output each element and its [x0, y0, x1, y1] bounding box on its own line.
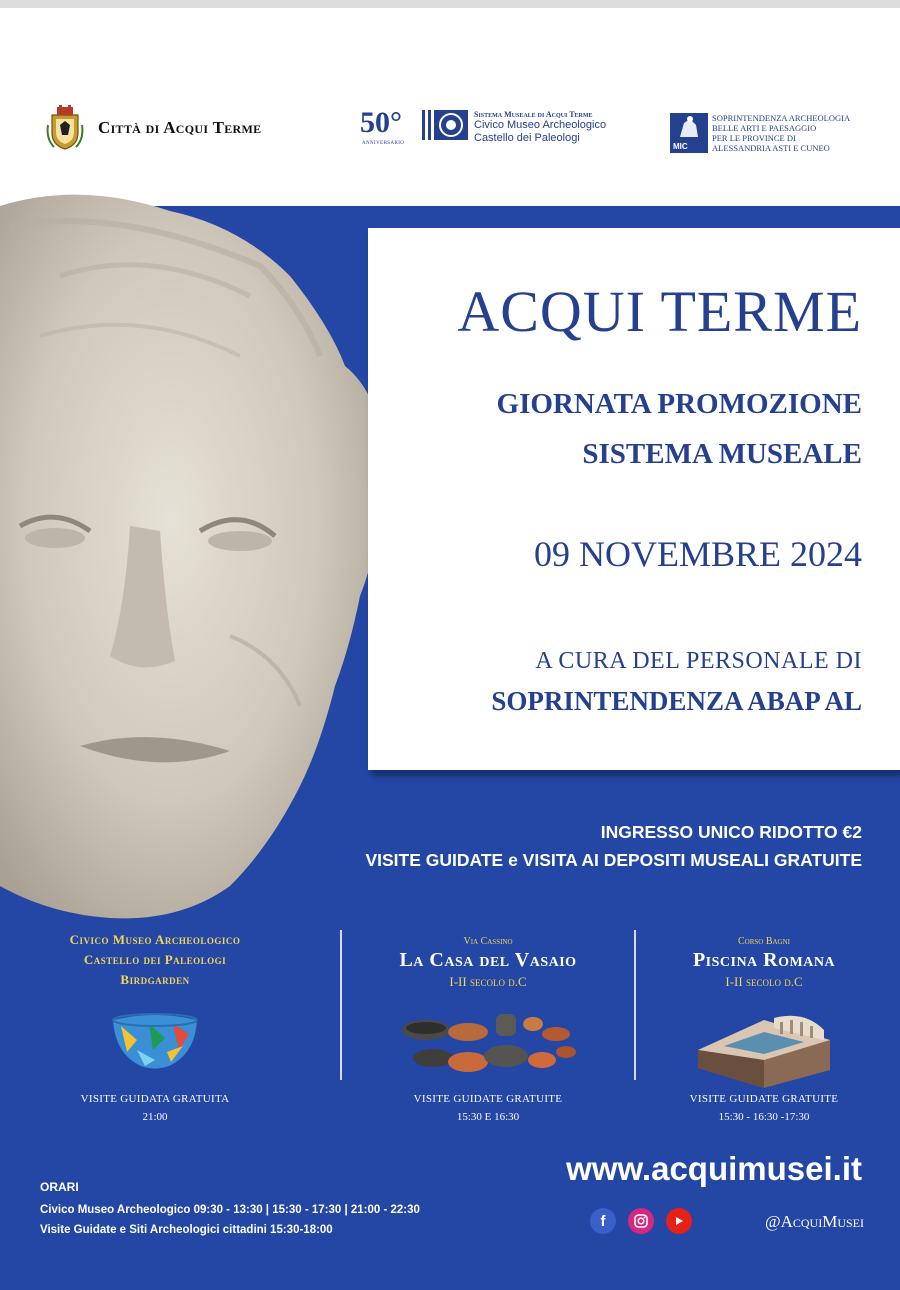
opening-hours-heading: ORARI: [40, 1180, 79, 1194]
soprintendenza-logo: [670, 113, 850, 153]
top-bar: [0, 0, 900, 8]
anniversary-badge: [360, 108, 416, 152]
youtube-play-icon: [672, 1214, 686, 1228]
event-subtitle-1: GIORNATA PROMOZIONE: [496, 388, 862, 420]
opening-hours-museum: Civico Museo Archeologico 09:30 - 13:30 | 15:30 - 17:30 | 21:00 - 22:30: [40, 1204, 420, 1216]
pottery-collection-image: [398, 1010, 578, 1080]
venue-visit-time: 15:30 - 16:30 -17:30: [718, 1111, 810, 1123]
venue-name-line: Castello dei Paleologi: [83, 952, 227, 967]
venue-century: I-II secolo d.C: [449, 974, 527, 989]
opening-hours: [40, 1180, 420, 1240]
venue-street: Corso Bagni: [737, 936, 790, 947]
free-visits-note: VISITE GUIDATE e VISITA AI DEPOSITI MUSEALI GRATUITE: [365, 850, 862, 870]
social-handle[interactable]: @AcquiMusei: [764, 1212, 864, 1231]
venue-street: Via Cassino: [463, 936, 513, 947]
instagram-icon[interactable]: [628, 1208, 654, 1234]
statue-icon: [670, 113, 708, 141]
youtube-icon[interactable]: [666, 1208, 692, 1234]
entry-price: INGRESSO UNICO RIDOTTO €2: [600, 822, 862, 842]
curated-by-label: A CURA DEL PERSONALE DI: [535, 648, 862, 674]
museum-mark-icon: [422, 108, 468, 142]
header-logos: [0, 8, 900, 206]
event-title: ACQUI TERME: [457, 279, 862, 344]
sopr-line: ALESSANDRIA ASTI E CUNEO: [712, 143, 830, 153]
museum-line-3: Castello dei Paleologi: [474, 132, 580, 144]
event-info-panel: [368, 228, 900, 770]
venue-visit-info: VISITE GUIDATA GRATUITA: [80, 1093, 230, 1105]
venue-visit-info: VISITE GUIDATE GRATUITE: [413, 1093, 563, 1105]
city-logo: [46, 105, 261, 151]
glass-bowl-image: [109, 1010, 201, 1072]
venue-visit-time: 21:00: [142, 1111, 168, 1123]
anniversary-label: ANNIVERSARIO: [362, 141, 405, 146]
roman-pool-model-image: [694, 1010, 834, 1090]
venue-visit-time: 15:30 E 16:30: [456, 1111, 520, 1123]
facebook-icon[interactable]: f: [590, 1208, 616, 1234]
stone-head-sculpture-image: [0, 186, 385, 922]
website-link[interactable]: www.acquimusei.it: [566, 1150, 862, 1187]
sopr-line: BELLE ARTI E PAESAGGIO: [712, 123, 817, 133]
event-date: 09 NOVEMBRE 2024: [533, 534, 862, 574]
column-divider: [340, 930, 342, 1080]
event-subtitle-2: SISTEMA MUSEALE: [582, 438, 862, 470]
venue-name-line: Civico Museo Archeologico: [69, 932, 241, 947]
venue-casa-vasaio: [343, 930, 633, 1130]
venue-name: La Casa del Vasaio: [399, 949, 577, 971]
venue-name-line: Birdgarden: [120, 972, 190, 987]
city-name: Città di Acqui Terme: [98, 118, 262, 137]
museum-text: [474, 108, 606, 145]
sopr-line: PER LE PROVINCE DI: [712, 133, 796, 143]
venue-century: I-II secolo d.C: [725, 974, 803, 989]
anniversary-number: 50°: [360, 106, 402, 139]
soprintendenza-text: [712, 113, 850, 153]
sopr-line: SOPRINTENDENZA ARCHEOLOGIA: [712, 113, 851, 123]
museum-line-2: Civico Museo Archeologico: [474, 119, 607, 131]
museum-system-logo: [360, 108, 606, 152]
curated-by-organization: SOPRINTENDENZA ABAP AL: [491, 686, 862, 716]
instagram-glyph-icon: [633, 1213, 649, 1229]
venue-name: Piscina Romana: [692, 949, 836, 971]
museum-system-name: Sistema Museale di Acqui Terme: [474, 110, 593, 119]
venue-visit-info: VISITE GUIDATE GRATUITE: [689, 1093, 839, 1105]
venue-museum: [10, 930, 300, 1130]
city-crest-icon: [46, 105, 84, 151]
mic-label: MIC: [673, 142, 688, 151]
opening-hours-guided: Visite Guidate e Siti Archeologici cittadini 15:30-18:00: [40, 1224, 333, 1236]
mic-logo-icon: [670, 113, 708, 153]
social-icons: [590, 1208, 692, 1234]
venue-piscina-romana: [628, 930, 900, 1130]
